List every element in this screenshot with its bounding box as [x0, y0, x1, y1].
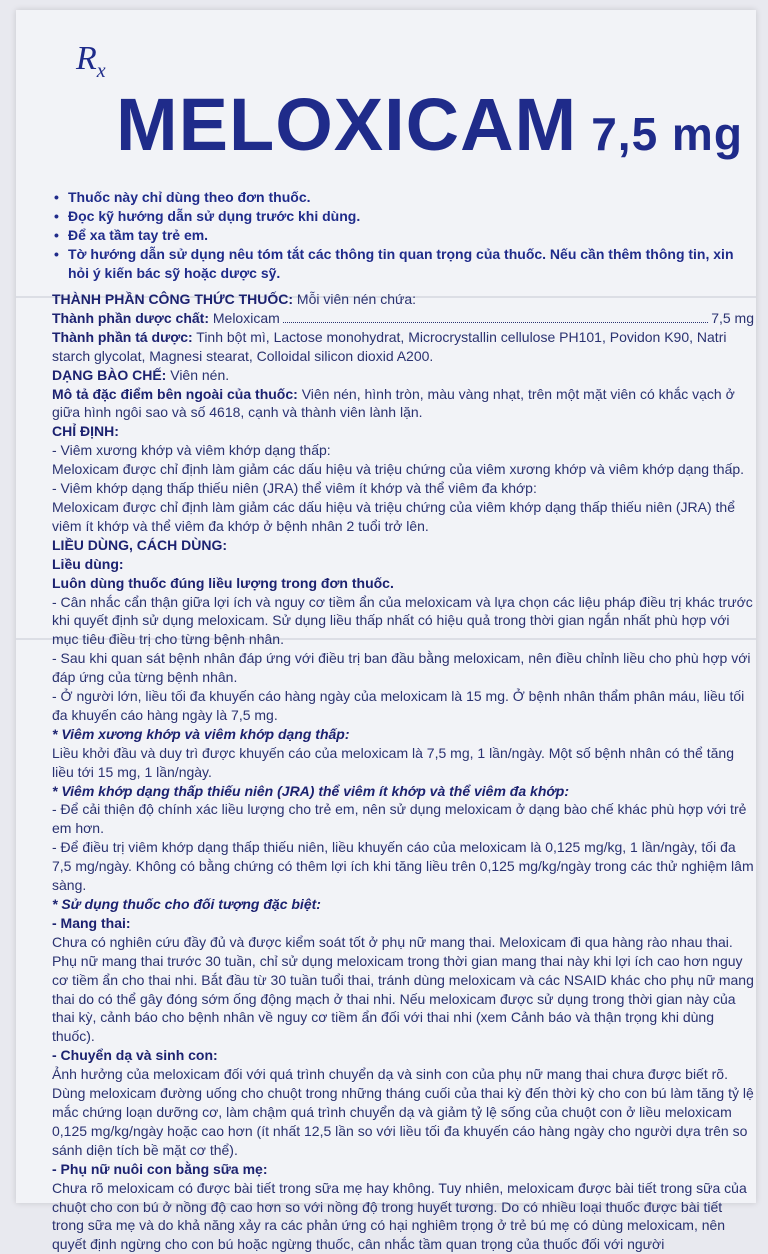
jra-heading: * Viêm khớp dạng thấp thiếu niên (JRA) thể viêm ít khớp và thể viêm đa khớp:	[52, 782, 569, 799]
oa-ra-heading: * Viêm xương khớp và viêm khớp dạng thấp:	[52, 725, 350, 742]
active-ingredient-label: Thành phần dược chất:	[52, 309, 209, 326]
indication-item: Meloxicam được chỉ định làm giảm các dấu hiệu và triệu chứng của viêm khớp dạng thấp thiếu niên (JRA) thể viêm ít khớp và thể viêm đa khớp ở bệnh nhân 2 tuổi trở lên.	[52, 498, 736, 534]
dosage-subheading: Liều dùng:	[52, 555, 124, 572]
rx-letter: R	[76, 40, 97, 77]
composition-heading-rest: Mỗi viên nén chứa:	[293, 291, 417, 307]
excipient-label: Thành phần tá dược:	[52, 328, 193, 345]
dosage-heading: LIỀU DÙNG, CÁCH DÙNG:	[52, 536, 227, 553]
dosage-form-value: Viên nén.	[166, 366, 230, 383]
active-ingredient-line	[52, 309, 754, 328]
rx-symbol	[76, 40, 106, 83]
nursing-text: Chưa rõ meloxicam có được bài tiết trong sữa mẹ hay không. Tuy nhiên, meloxicam được bài tiết trong sữa của chuột cho con bú ở nồng độ cao hơn so với nồng độ trong huyết tương. Do có nhiều loại thuốc được bài tiết trong sữa mẹ và do khả năng xảy ra các phản ứng có hại nghiêm trọng ở trẻ bú mẹ có dùng meloxicam, nên quyết định ngừng cho con bú hoặc ngừng thuốc, cân nhắc tầm quan trọng của thuốc đối với người	[52, 1179, 747, 1253]
warning-item: • Tờ hướng dẫn sử dụng nêu tóm tắt các thông tin quan trọng của thuốc. Nếu cần thêm thông tin, xin hỏi ý kiến bác sỹ hoặc dược sỹ.	[54, 245, 754, 283]
active-ingredient-amount: 7,5 mg	[711, 309, 754, 326]
labor-label: - Chuyển dạ và sinh con:	[52, 1047, 218, 1064]
indication-item: - Viêm xương khớp và viêm khớp dạng thấp:	[52, 442, 331, 459]
warning-item: • Để xa tầm tay trẻ em.	[54, 226, 754, 245]
indication-item: - Viêm khớp dạng thấp thiếu niên (JRA) thể viêm ít khớp và thể viêm đa khớp:	[52, 480, 537, 497]
pregnancy-label: - Mang thai:	[52, 914, 131, 931]
drug-name: MELOXICAM	[116, 83, 578, 166]
jra-item: - Để điều trị viêm khớp dạng thấp thiếu niên, liều khuyến cáo của meloxicam là 0,125 mg/kg, 1 lần/ngày, tối đa 7,5 mg/ngày. Không có bằng chứng có thêm lợi ích khi tăng liều trên 0,125 mg/kg/ngày trong các thử nghiệm lâm sàng.	[52, 839, 754, 894]
appearance-value: Viên nén, hình tròn, màu vàng nhạt, trên một mặt viên có khắc vạch ở giữa hình ngôi sao và số 4618, cạnh và thành viên lành lặn.	[52, 385, 735, 421]
jra-item: - Để cải thiện độ chính xác liều lượng cho trẻ em, nên sử dụng meloxicam ở dạng bào chế khác phù hợp với trẻ em hơn.	[52, 801, 747, 837]
special-population-heading: * Sử dụng thuốc cho đối tượng đặc biệt:	[52, 896, 321, 912]
indications-heading: CHỈ ĐỊNH:	[52, 423, 119, 440]
leaflet-body	[52, 290, 754, 1254]
composition-heading-line	[52, 290, 754, 309]
appearance-label: Mô tả đặc điểm bên ngoài của thuốc:	[52, 385, 298, 402]
active-ingredient-value: Meloxicam	[208, 309, 280, 326]
excipient-value: Tinh bột mì, Lactose monohydrat, Microcrystallin cellulose PH101, Povidon K90, Natri starch glycolat, Magnesi stearat, Colloidal silicon dioxid A200.	[52, 328, 727, 364]
pregnancy-text: Chưa có nghiên cứu đầy đủ và được kiểm soát tốt ở phụ nữ mang thai. Meloxicam đi qua hàng rào nhau thai. Phụ nữ mang thai trước 30 tuần, chỉ sử dụng meloxicam trong thời gian mang thai này khi lợi ích cao hơn nguy cơ tiềm ẩn cho thai nhi. Bắt đầu từ 30 tuần tuổi thai, tránh dùng meloxicam và các NSAID khác cho phụ nữ mang thai do có thể gây đóng sớm ống động mạch ở thai nhi. Nếu meloxicam được sử dụng trong thời gian này của thai kỳ, cảnh báo cho bệnh nhân về nguy cơ tiềm ẩn đối với thai nhi (xem Cảnh báo và thận trọng khi dùng thuốc).	[52, 933, 754, 1045]
dosage-emphasis: Luôn dùng thuốc đúng liều lượng trong đơn thuốc.	[52, 574, 394, 591]
dosage-form-label: DẠNG BÀO CHẾ:	[52, 366, 167, 383]
dosage-form-line	[52, 366, 754, 385]
rx-subscript: x	[96, 59, 106, 82]
leaflet-sheet	[16, 10, 756, 1253]
nursing-label: - Phụ nữ nuôi con bằng sữa mẹ:	[52, 1160, 268, 1177]
dotted-leader	[283, 322, 708, 323]
dosage-item: - Ở người lớn, liều tối đa khuyến cáo hàng ngày của meloxicam là 15 mg. Ở bệnh nhân thẩm phân máu, liều tối đa khuyến cáo hàng ngày là 7,5 mg.	[52, 688, 745, 723]
oa-ra-text: Liều khởi đầu và duy trì được khuyến cáo của meloxicam là 7,5 mg, 1 lần/ngày. Một số bệnh nhân có thể tăng liều tới 15 mg, 1 lần/ngày.	[52, 744, 734, 780]
drug-strength: 7,5 mg	[591, 108, 743, 160]
dosage-item: - Sau khi quan sát bệnh nhân đáp ứng với điều trị ban đầu bằng meloxicam, nên điều chỉnh liều cho phù hợp với đáp ứng của từng bệnh nhân.	[52, 650, 751, 686]
dosage-item: - Cân nhắc cẩn thận giữa lợi ích và nguy cơ tiềm ẩn của meloxicam và lựa chọn các liệu pháp điều trị khác trước khi quyết định sử dụng meloxicam. Sử dụng liều thấp nhất có hiệu quả trong thời gian ngắn nhất phù hợp với mục tiêu điều trị cho từng bệnh nhân.	[52, 593, 753, 648]
warning-item: • Đọc kỹ hướng dẫn sử dụng trước khi dùng.	[54, 207, 754, 226]
composition-heading: THÀNH PHẦN CÔNG THỨC THUỐC:	[52, 291, 294, 307]
indication-item: Meloxicam được chỉ định làm giảm các dấu hiệu và triệu chứng của viêm xương khớp và viêm khớp dạng thấp.	[52, 461, 745, 478]
labor-text: Ảnh hưởng của meloxicam đối với quá trình chuyển dạ và sinh con của phụ nữ mang thai chưa được biết rõ. Dùng meloxicam đường uống cho chuột trong những tháng cuối của thai kỳ đến thời kỳ cho con bú làm tăng tỷ lệ mắc chứng loạn dưỡng cơ, làm chậm quá trình chuyển dạ và giảm tỷ lệ sống của chuột con ở liều meloxicam 0,125 mg/kg/ngày hoặc cao hơn (ít nhất 12,5 lần so với liều tối đa khuyến cáo hàng ngày cho người dựa trên so sánh diện tích bề mặt cơ thể).	[52, 1066, 754, 1158]
product-title	[116, 82, 743, 167]
appearance-line	[52, 385, 754, 423]
warning-item: • Thuốc này chỉ dùng theo đơn thuốc.	[54, 188, 754, 207]
excipient-line	[52, 328, 754, 366]
warning-list	[54, 188, 754, 283]
